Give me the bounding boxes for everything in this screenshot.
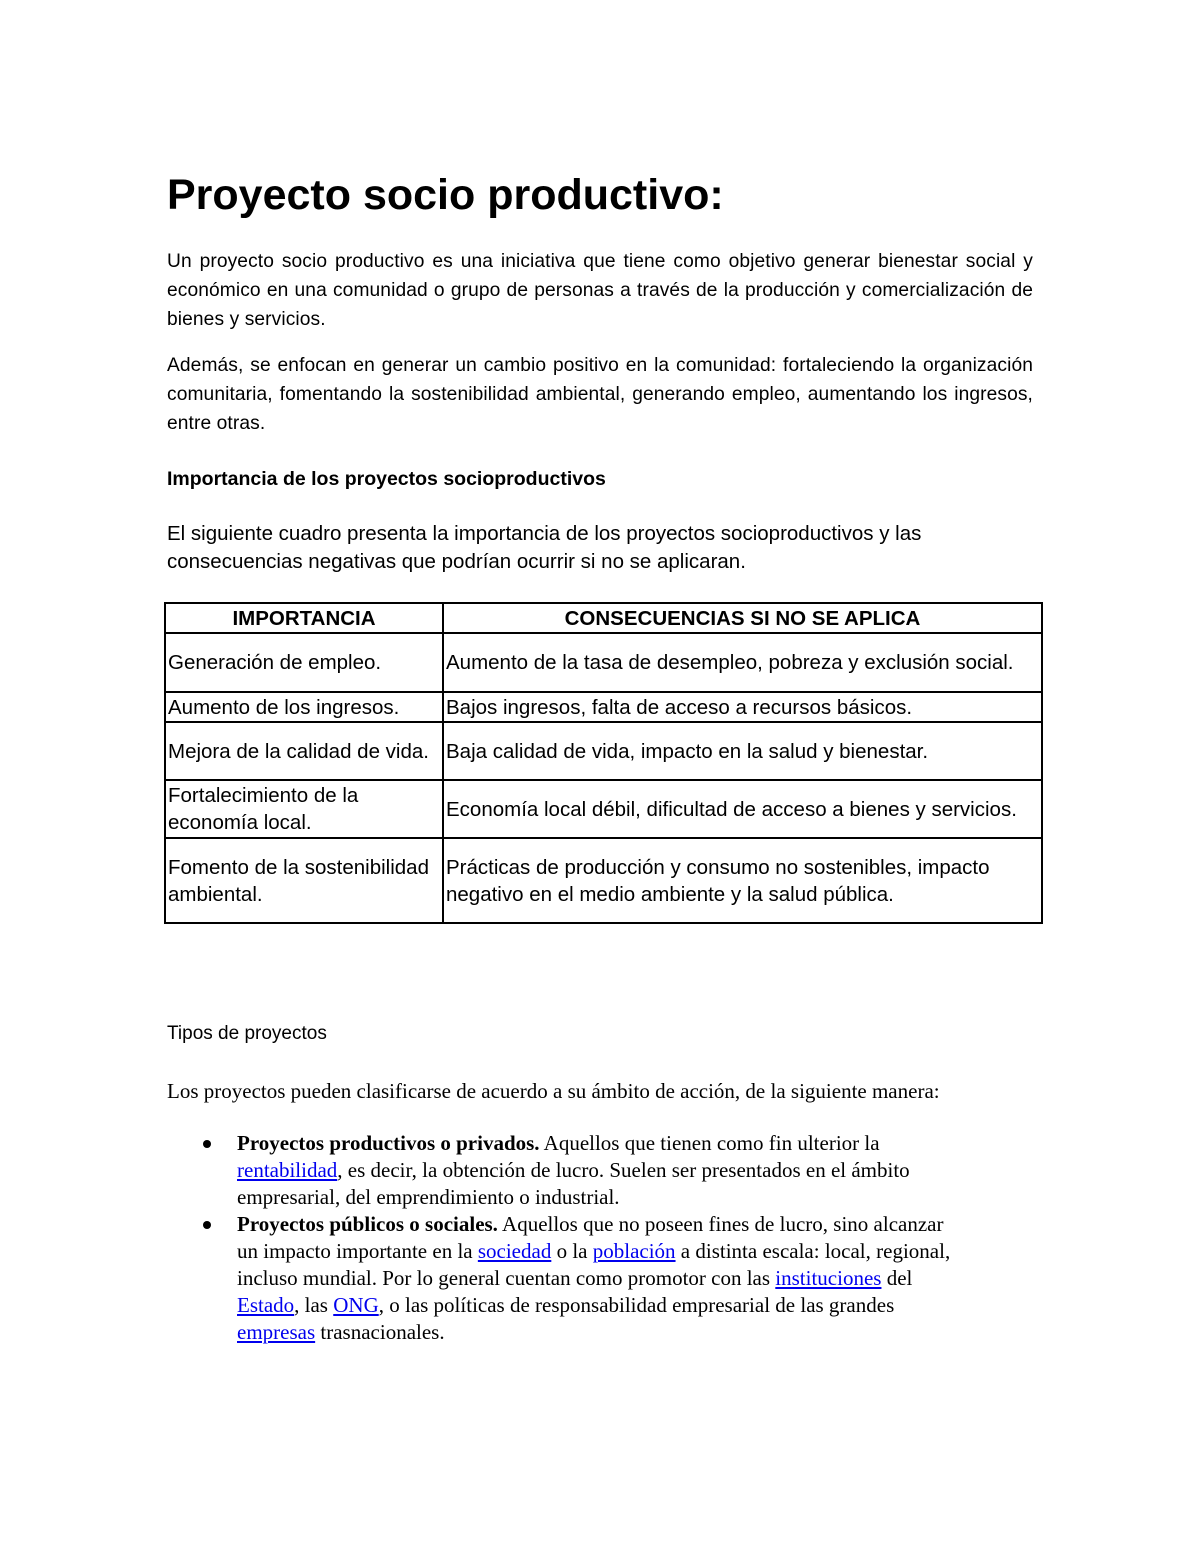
table-cell-importance: Generación de empleo. [165,633,443,692]
intro-paragraph: Además, se enfocan en generar un cambio positivo en la comunidad: fortaleciendo la organización comunitaria, fomentando la sostenibilidad ambiental, generando empleo, aumentando los ingresos, entre otras. [167,355,1033,434]
table-intro-paragraph: El siguiente cuadro presenta la importancia de los proyectos socioproductivos y las consecuencias negativas que podrían ocurrir si no se aplicaran. [167,522,922,573]
table-cell-importance: Fomento de la sostenibilidad ambiental. [165,838,443,923]
link-sociedad[interactable]: sociedad [477,1239,552,1263]
list-item-text: , las [294,1293,334,1317]
link-rentabilidad[interactable]: rentabilidad [237,1158,338,1182]
list-item-text: , es decir, la obtención de lucro. Suelen ser presentados en el ámbito empresarial, del emprendimiento o industrial. [237,1158,910,1209]
page-title: Proyecto socio productivo: [167,171,724,219]
table-cell-consequence: Prácticas de producción y consumo no sostenibles, impacto negativo en el medio ambiente y la salud pública. [443,838,1042,923]
list-item-text: trasnacionales. [315,1320,445,1344]
list-item [167,1130,967,1211]
list-item-term: Proyectos productivos o privados. [237,1131,540,1155]
table-cell-consequence: Aumento de la tasa de desempleo, pobreza y exclusión social. [443,633,1042,692]
table-row [165,633,1042,692]
table-row [165,838,1042,923]
table-cell-consequence: Baja calidad de vida, impacto en la salud y bienestar. [443,722,1042,780]
table-header-row [165,603,1042,633]
list-item-text: o la [551,1239,593,1263]
column-header-consequences: CONSECUENCIAS SI NO SE APLICA [443,603,1042,633]
intro-paragraph: Un proyecto socio productivo es una iniciativa que tiene como objetivo generar bienestar social y económico en una comunidad o grupo de personas a través de la producción y comercialización de bienes y servicios. [167,251,1033,330]
table-cell-consequence: Bajos ingresos, falta de acceso a recursos básicos. [443,692,1042,722]
table-cell-importance: Aumento de los ingresos. [165,692,443,722]
link-ong[interactable]: ONG [333,1293,379,1317]
link-empresas[interactable]: empresas [237,1320,316,1344]
table-cell-importance: Fortalecimiento de la economía local. [165,780,443,838]
table-cell-importance: Mejora de la calidad de vida. [165,722,443,780]
list-item-text: , o las políticas de responsabilidad empresarial de las grandes [378,1293,895,1317]
project-types-list [167,1130,967,1346]
link-poblacion[interactable]: población [592,1239,676,1263]
types-intro-paragraph: Los proyectos pueden clasificarse de acuerdo a su ámbito de acción, de la siguiente manera: [167,1079,940,1103]
list-item-text: del [881,1266,913,1290]
importance-table [164,602,1043,924]
bullet-icon [203,1140,211,1148]
list-item-term: Proyectos públicos o sociales. [237,1212,498,1236]
column-header-importance: IMPORTANCIA [165,603,443,633]
table-cell-consequence: Economía local débil, dificultad de acceso a bienes y servicios. [443,780,1042,838]
list-item-text: Aquellos que tienen como fin ulterior la [539,1131,880,1155]
types-heading: Tipos de proyectos [167,1023,327,1044]
table-row [165,780,1042,838]
link-instituciones[interactable]: instituciones [775,1266,882,1290]
bullet-icon [203,1221,211,1229]
link-estado[interactable]: Estado [237,1293,295,1317]
list-item-text: Aquellos que no poseen fines de lucro, sino alcanzar un impacto importante en la [237,1212,944,1263]
list-item [167,1211,967,1346]
importance-heading: Importancia de los proyectos socioproductivos [167,468,606,490]
list-item-text: a distinta escala: local, regional, incluso mundial. Por lo general cuentan como promotor con las [237,1239,951,1290]
table-row [165,692,1042,722]
table-row [165,722,1042,780]
